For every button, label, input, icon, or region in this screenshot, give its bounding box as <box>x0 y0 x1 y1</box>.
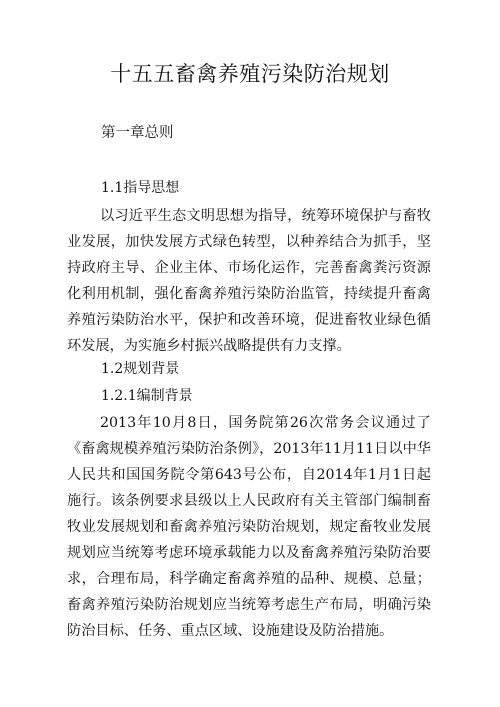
paragraph-compilation-background: 2013年10月8日，国务院第26次常务会议通过了《畜禽规模养殖污染防治条例》，2013年11月11日以中华人民共和国国务院令第643号公布，自2014年1月1日起施行。该条例要求县级以上人民政府有关主管部门编制畜牧业发展规划和畜禽养殖污染防治规划，规定畜牧业发展规划应当统筹考虑环境承载能力以及畜禽养殖污染防治要求，合理布局，科学确定畜禽养殖的品种、规模、总量；畜禽养殖污染防治规划应当统筹考虑生产布局，明确污染防治目标、任务、重点区域、设施建设及防治措施。 <box>67 415 431 639</box>
document-title: 十五五畜禽养殖污染防治规划 <box>110 62 390 86</box>
section-heading-1-2-1: 1.2.1编制背景 <box>101 388 193 404</box>
section-heading-1-1: 1.1指导思想 <box>101 180 180 196</box>
section-heading-1-2: 1.2规划背景 <box>101 361 180 377</box>
chapter-heading: 第一章总则 <box>101 125 174 141</box>
paragraph-guiding-ideology: 以习近平生态文明思想为指导，统筹环境保护与畜牧业发展，加快发展方式绿色转型，以种养结合为抓手，坚持政府主导、企业主体、市场化运作，完善畜禽粪污资源化利用机制，强化畜禽养殖污染防治监管，持续提升畜禽养殖污染防治水平，保护和改善环境，促进畜牧业绿色循环发展，为实施乡村振兴战略提供有力支撑。 <box>67 208 431 354</box>
